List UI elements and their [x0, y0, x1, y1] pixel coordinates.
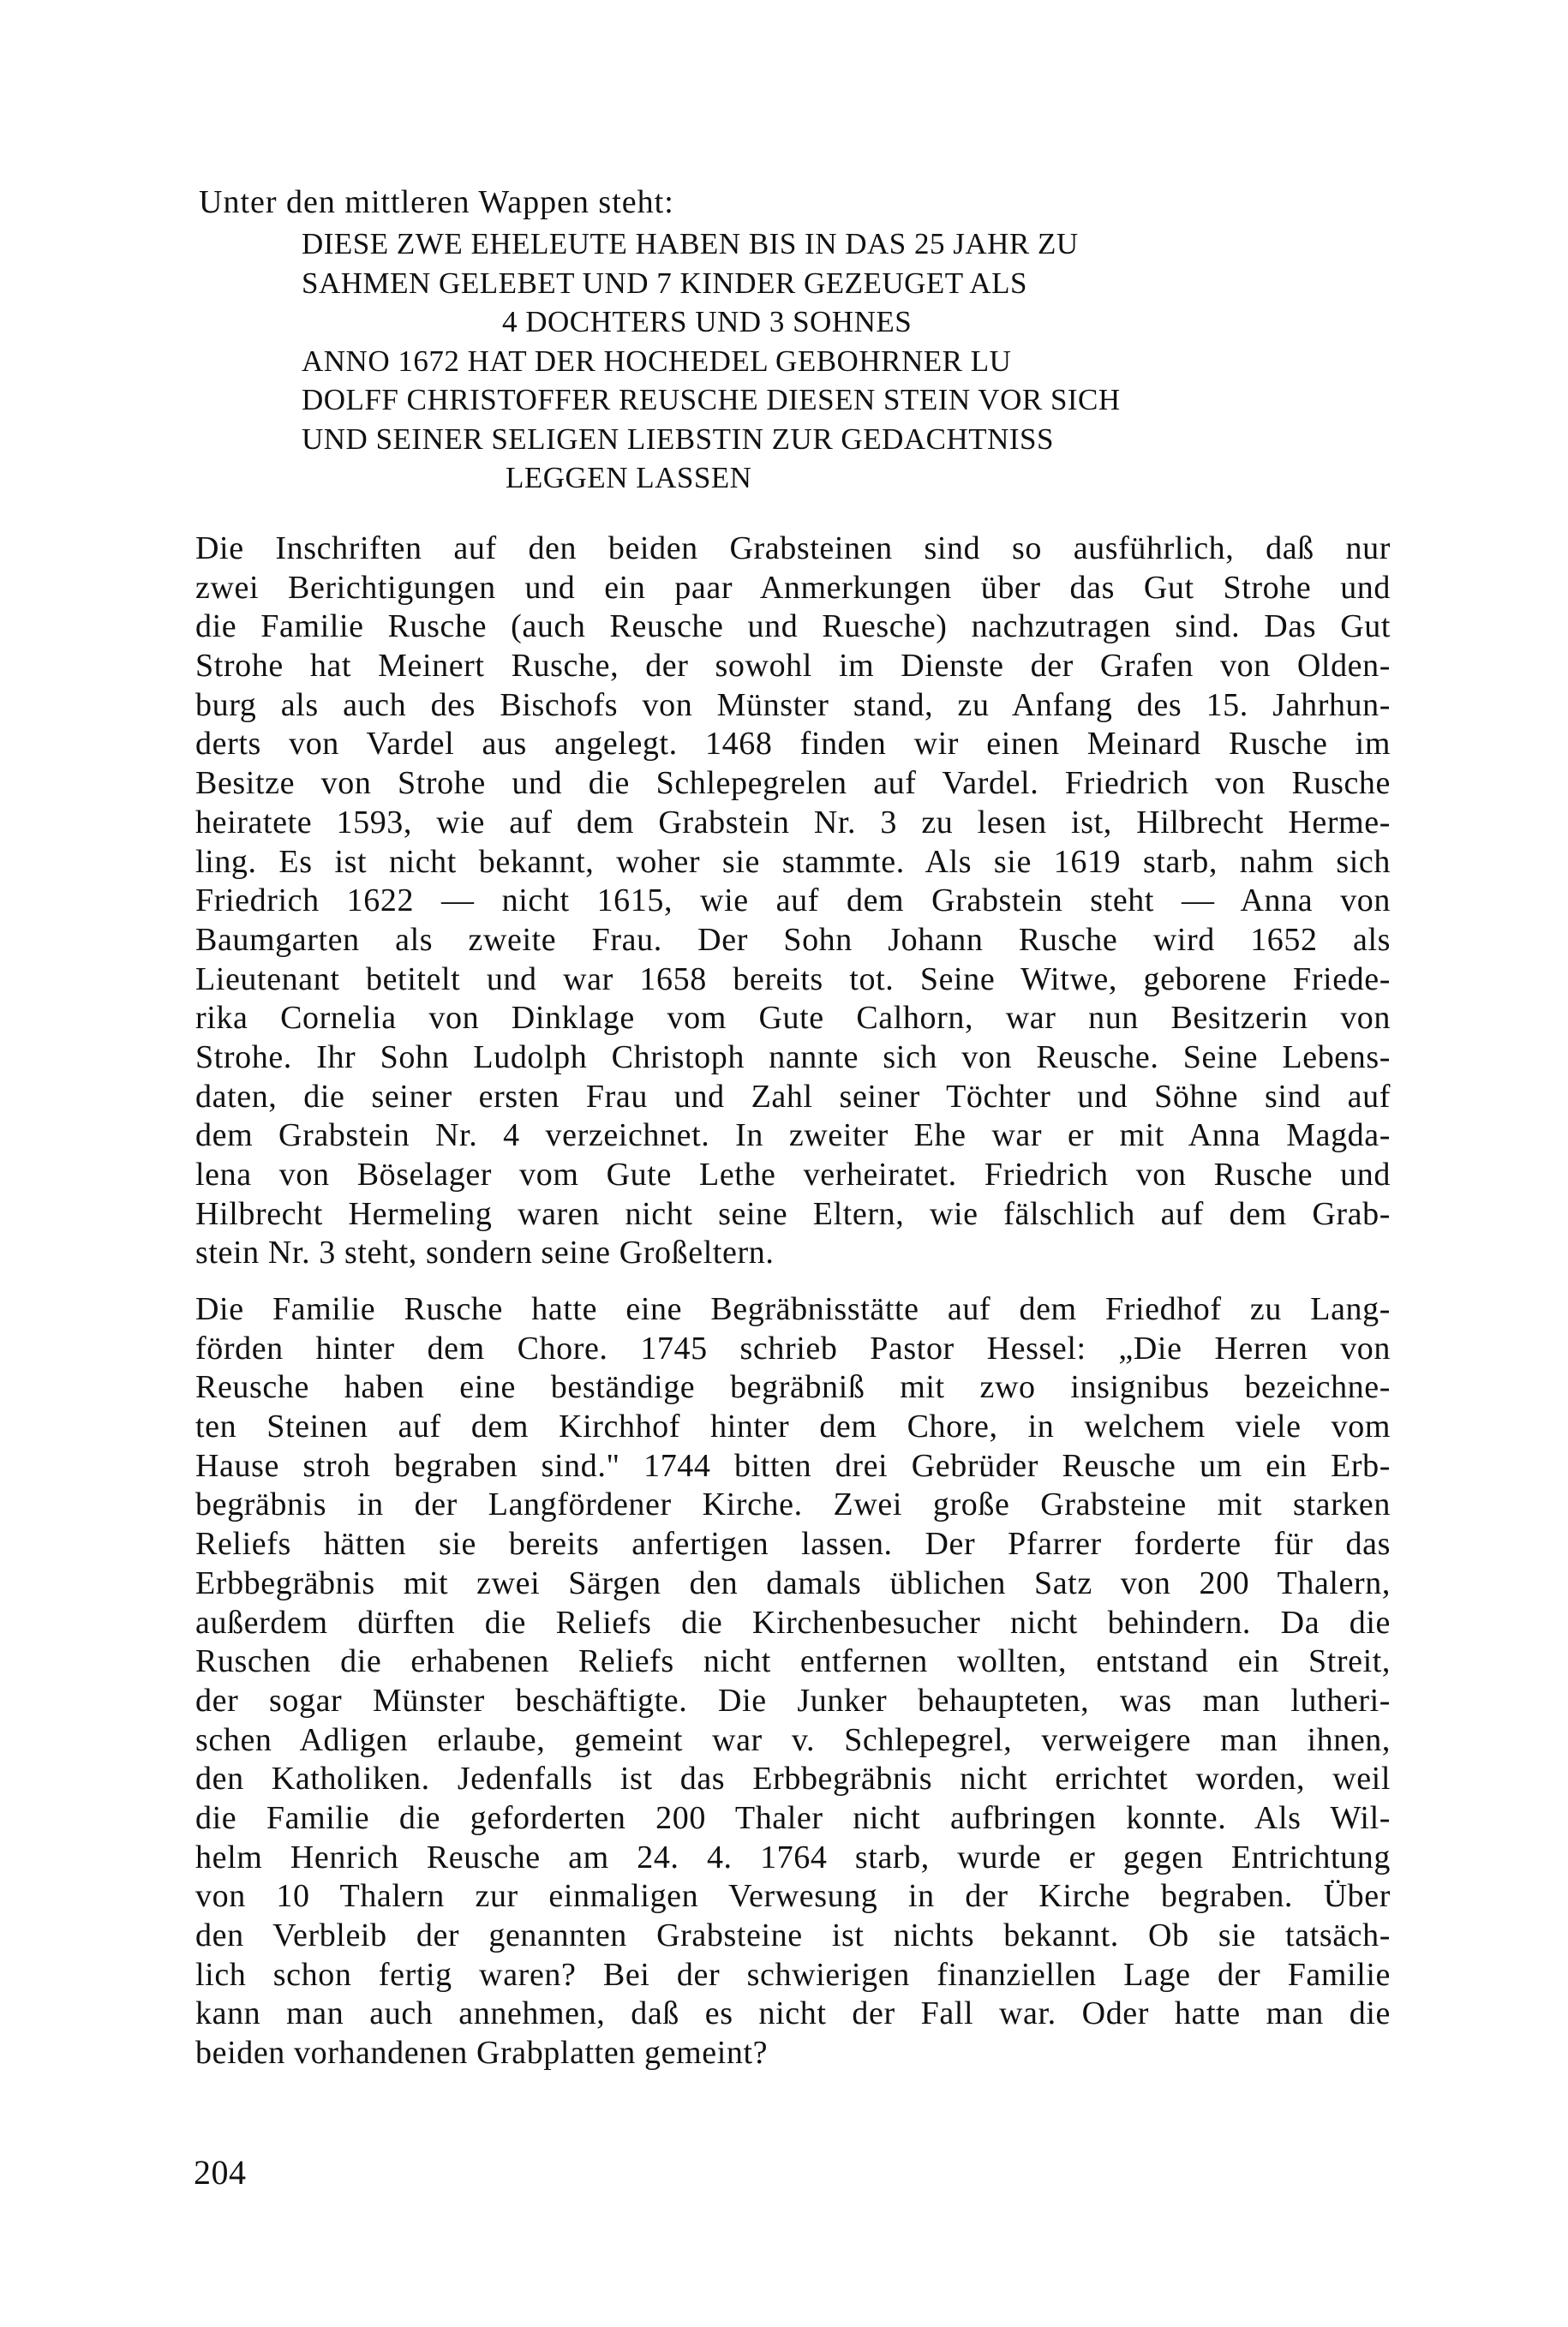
text-line: rika Cornelia von Dinklage vom Gute Calhorn, war nun Besitzerin von — [195, 1000, 1391, 1037]
text-line: zwei Berichtigungen und ein paar Anmerkungen über das Gut Strohe und — [195, 569, 1391, 606]
text-line: den Katholiken. Jedenfalls ist das Erbbegräbnis nicht errichtet worden, weil — [195, 1761, 1391, 1798]
inscription-intro: Unter den mittleren Wappen steht: — [199, 184, 674, 220]
text-line: helm Henrich Reusche am 24. 4. 1764 starb, wurde er gegen Entrichtung — [195, 1839, 1391, 1875]
inscription-line: 4 DOCHTERS UND 3 SOHNES — [502, 305, 913, 338]
text-line: beiden vorhandenen Grabplatten gemeint? — [195, 2035, 769, 2072]
text-line: derts von Vardel aus angelegt. 1468 finden wir einen Meinard Rusche im — [195, 726, 1391, 763]
text-line: daten, die seiner ersten Frau und Zahl seiner Töchter und Söhne sind auf — [195, 1078, 1391, 1115]
inscription-line: ANNO 1672 HAT DER HOCHEDEL GEBOHRNER LU — [302, 344, 1012, 378]
text-line: dem Grabstein Nr. 4 verzeichnet. In zweiter Ehe war er mit Anna Magda- — [195, 1117, 1391, 1154]
text-line: der sogar Münster beschäftigte. Die Junker behaupteten, was man lutheri- — [195, 1682, 1391, 1719]
inscription-block — [302, 224, 1330, 498]
text-line: ling. Es ist nicht bekannt, woher sie stammte. Als sie 1619 starb, nahm sich — [195, 843, 1391, 880]
text-line: den Verbleib der genannten Grabsteine ist nichts bekannt. Ob sie tatsäch- — [195, 1917, 1391, 1953]
text-line: Ruschen die erhabenen Reliefs nicht entfernen wollten, entstand ein Streit, — [195, 1643, 1391, 1680]
text-line: die Familie Rusche (auch Reusche und Ruesche) nachzutragen sind. Das Gut — [195, 608, 1391, 645]
text-line: burg als auch des Bischofs von Münster stand, zu Anfang des 15. Jahrhun- — [195, 686, 1391, 723]
text-line: Reusche haben eine beständige begräbniß mit zwo insignibus bezeichne- — [195, 1369, 1391, 1406]
inscription-line: SAHMEN GELEBET UND 7 KINDER GEZEUGET ALS — [302, 266, 1027, 300]
paragraph-family-burial — [195, 1290, 1391, 2073]
text-line: Hilbrecht Hermeling waren nicht seine Eltern, wie fälschlich auf dem Grab- — [195, 1195, 1391, 1232]
text-line: lena von Böselager vom Gute Lethe verheiratet. Friedrich von Rusche und — [195, 1157, 1391, 1193]
text-line: von 10 Thalern zur einmaligen Verwesung in der Kirche begraben. Über — [195, 1878, 1391, 1915]
text-line: kann man auch annehmen, daß es nicht der Fall war. Oder hatte man die — [195, 1995, 1391, 2032]
text-line: Erbbegräbnis mit zwei Särgen den damals üblichen Satz von 200 Thalern, — [195, 1564, 1391, 1601]
text-line: Die Familie Rusche hatte eine Begräbnisstätte auf dem Friedhof zu Lang- — [195, 1291, 1391, 1327]
text-line: heiratete 1593, wie auf dem Grabstein Nr. 3 zu lesen ist, Hilbrecht Herme- — [195, 804, 1391, 840]
text-line: stein Nr. 3 steht, sondern seine Großeltern. — [195, 1235, 775, 1271]
inscription-line: DIESE ZWE EHELEUTE HABEN BIS IN DAS 25 JAHR ZU — [302, 227, 1079, 260]
text-line: lich schon fertig waren? Bei der schwierigen finanziellen Lage der Familie — [195, 1956, 1391, 1993]
text-line: förden hinter dem Chore. 1745 schrieb Pastor Hessel: „Die Herren von — [195, 1330, 1391, 1367]
text-line: Reliefs hätten sie bereits anfertigen lassen. Der Pfarrer forderte für das — [195, 1526, 1391, 1563]
paragraph-inscriptions-commentary — [195, 529, 1391, 1273]
text-line: Hause stroh begraben sind." 1744 bitten drei Gebrüder Reusche um ein Erb- — [195, 1447, 1391, 1484]
text-line: Lieutenant betitelt und war 1658 bereits tot. Seine Witwe, geborene Friede- — [195, 960, 1391, 997]
text-line: Strohe hat Meinert Rusche, der sowohl im Dienste der Grafen von Olden- — [195, 648, 1391, 685]
text-line: Besitze von Strohe und die Schlepegrelen auf Vardel. Friedrich von Rusche — [195, 765, 1391, 802]
text-line: Strohe. Ihr Sohn Ludolph Christoph nannte sich von Reusche. Seine Lebens- — [195, 1038, 1391, 1075]
inscription-line: DOLFF CHRISTOFFER REUSCHE DIESEN STEIN VOR SICH — [302, 383, 1121, 416]
text-line: begräbnis in der Langfördener Kirche. Zwei große Grabsteine mit starken — [195, 1487, 1391, 1523]
inscription-line: UND SEINER SELIGEN LIEBSTIN ZUR GEDACHTNISS — [302, 422, 1054, 456]
text-line: Baumgarten als zweite Frau. Der Sohn Johann Rusche wird 1652 als — [195, 921, 1391, 958]
text-line: Die Inschriften auf den beiden Grabsteinen sind so ausführlich, daß nur — [195, 530, 1391, 566]
inscription-line: LEGGEN LASSEN — [506, 461, 752, 494]
page-number: 204 — [194, 2153, 247, 2192]
text-line: die Familie die geforderten 200 Thaler nicht aufbringen konnte. Als Wil- — [195, 1799, 1391, 1836]
text-line: außerdem dürften die Reliefs die Kirchenbesucher nicht behindern. Da die — [195, 1604, 1391, 1641]
text-line: schen Adligen erlaube, gemeint war v. Schlepegrel, verweigere man ihnen, — [195, 1721, 1391, 1758]
text-line: Friedrich 1622 — nicht 1615, wie auf dem Grabstein steht — Anna von — [195, 882, 1391, 919]
text-line: ten Steinen auf dem Kirchhof hinter dem Chore, in welchem viele vom — [195, 1409, 1391, 1445]
